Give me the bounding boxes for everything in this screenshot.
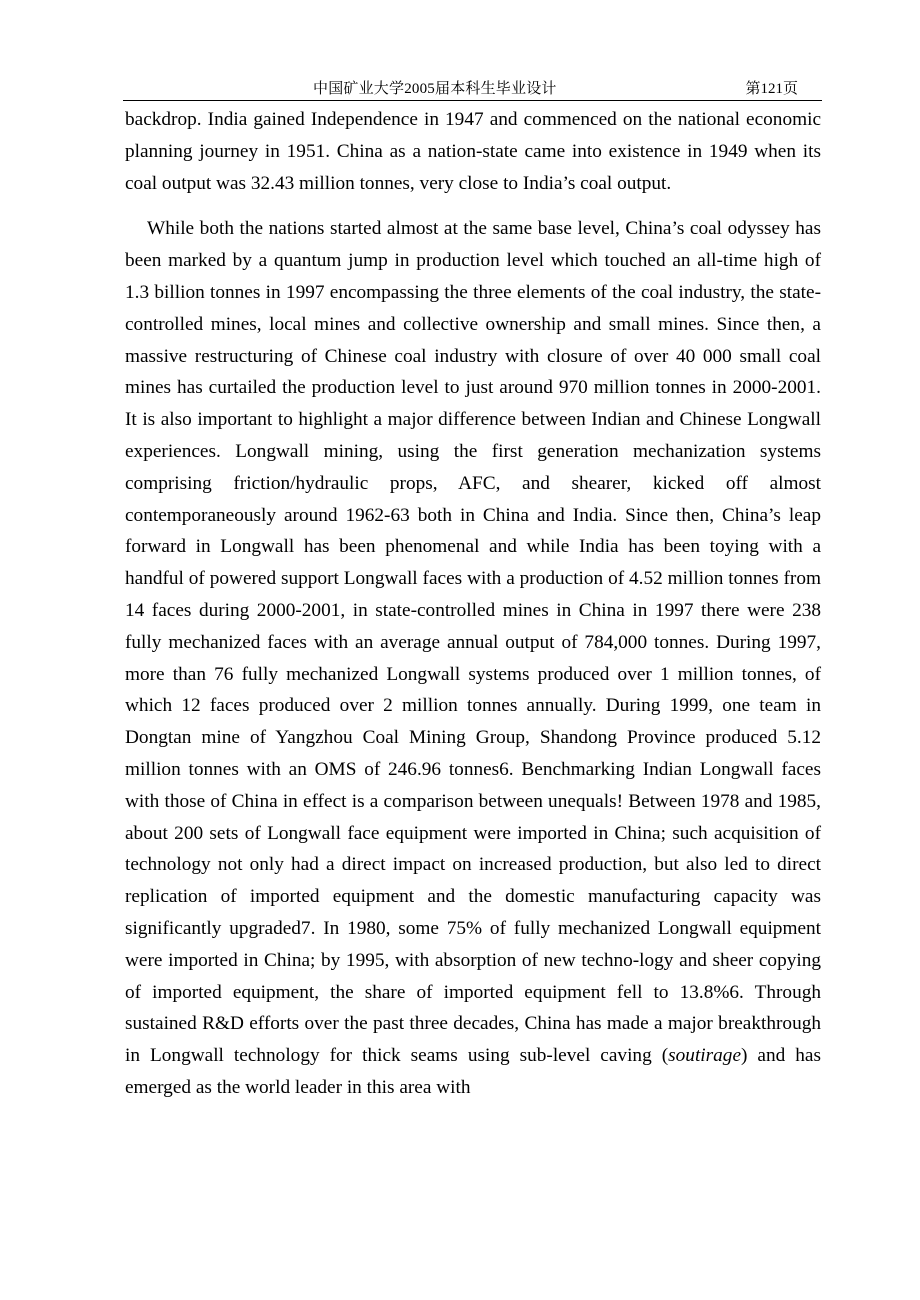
header-title: 中国矿业大学2005届本科生毕业设计 <box>313 81 557 97</box>
paragraph-2-tail: ) and has emerged as the world leader in this area with <box>125 1045 821 1098</box>
header-page-number: 第121页 <box>745 81 798 97</box>
page-header <box>123 72 822 101</box>
document-body <box>125 104 821 1104</box>
italic-term: soutirage <box>668 1045 741 1067</box>
paragraph-1: backdrop. India gained Independence in 1947 and commenced on the national economic planning journey in 1951. China as a nation-state came into existence in 1949 when its coal output was 32.43 million tonnes, very close to India’s coal output. <box>125 109 821 194</box>
paragraph-2-text: While both the nations started almost at the same base level, China’s coal odyssey has been marked by a quantum jump in production level which touched an all-time high of 1.3 billion tonnes in 1997 encompassing the three elements of the coal industry, the state-controlled mines, local mines and collective ownership and small mines. Since then, a massive restructuring of Chinese coal industry with closure of over 40 000 small coal mines has curtailed the production level to just around 970 million tonnes in 2000-2001. It is also important to highlight a major difference between Indian and Chinese Longwall experiences. Longwall mining, using the first generation mechanization systems comprising friction/hydraulic props, AFC, and shearer, kicked off almost contemporaneously around 1962-63 both in China and India. Since then, China’s leap forward in Longwall has been phenomenal and while India has been toying with a handful of powered support Longwall faces with a production of 4.52 million tonnes from 14 faces during 2000-2001, in state-controlled mines in China in 1997 there were 238 fully mechanized faces with an average annual output of 784,000 tonnes. During 1997, more than 76 fully mechanized Longwall systems produced over 1 million tonnes, of which 12 faces produced over 2 million tonnes annually. During 1999, one team in Dongtan mine of Yangzhou Coal Mining Group, Shandong Province produced 5.12 million tonnes with an OMS of 246.96 tonnes6. Benchmarking Indian Longwall faces with those of China in effect is a comparison between unequals! Between 1978 and 1985, about 200 sets of Longwall face equipment were imported in China; such acquisition of technology not only had a direct impact on increased production, but also led to direct replication of imported equipment and the domestic manufacturing capacity was significantly upgraded7. In 1980, some 75% of fully mechanized Longwall equipment were imported in China; by 1995, with absorption of new techno-logy and sheer copying of imported equipment, the share of imported equipment fell to 13.8%6. Through sustained R&D efforts over the past three decades, China has made a major breakthrough in Longwall technology for thick seams using sub-level caving ( <box>125 218 821 1067</box>
paragraph-2 <box>125 213 821 1103</box>
